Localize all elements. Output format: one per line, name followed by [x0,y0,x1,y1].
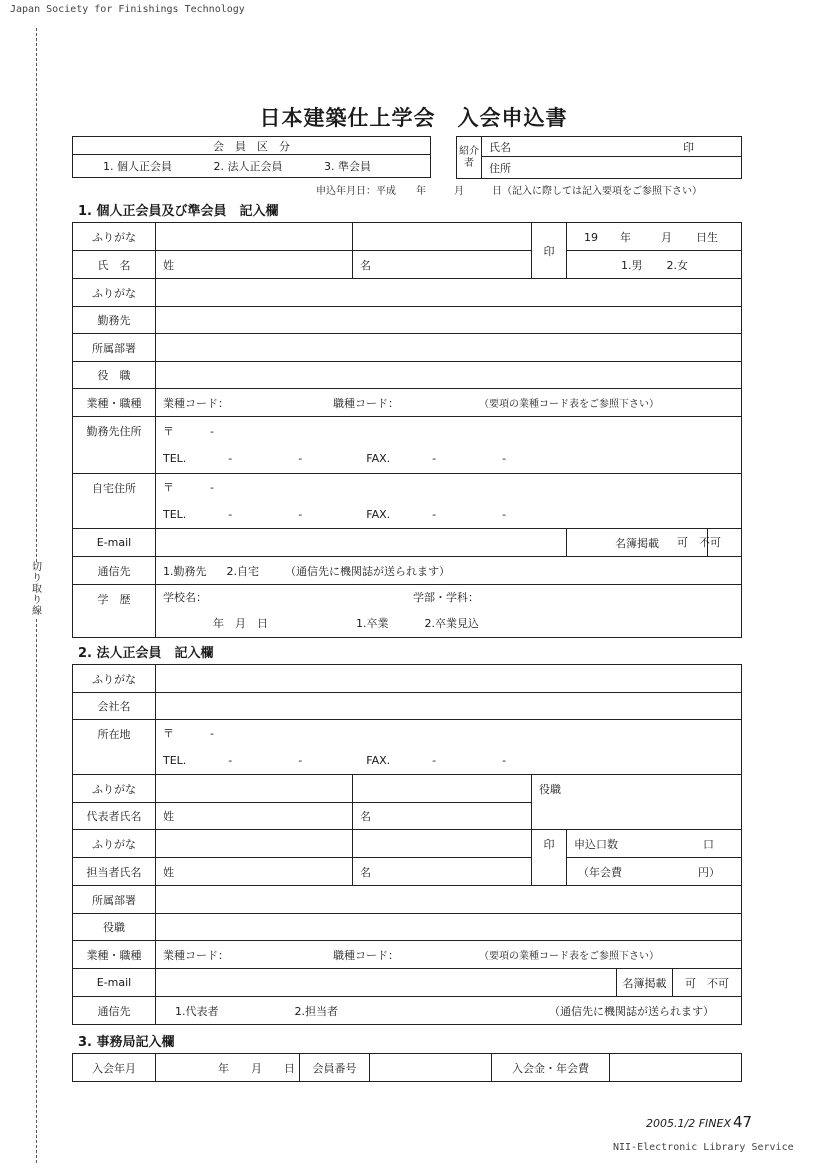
corp-contact-sei-field[interactable] [156,858,353,886]
ind-home-tel-dash1: - [228,508,233,521]
ind-birth-year: 年 [620,230,631,244]
ind-birth-era: 19 [584,230,598,244]
ind-work-postal: 〒 [163,425,174,438]
ind-school-label: 学校名： [163,591,207,604]
corp-furigana-field[interactable] [156,665,742,693]
ind-work-tel-dash2: - [298,452,303,465]
corp-rep-furigana-mei-field[interactable] [353,775,532,803]
corp-industry-field[interactable] [156,941,742,969]
ind-mailing-field[interactable] [156,557,742,585]
ind-mailing-label: 通信先 [73,557,156,585]
ind-mailing-opt2[interactable]: 2.自宅 [226,564,259,578]
ind-home-postal-dash: - [210,481,214,494]
ind-work-tel-dash1: - [228,452,233,465]
ind-mei-label: 名 [360,258,371,272]
application-date-line [316,182,702,197]
ind-seal: 印 [532,223,567,279]
ind-gender-field[interactable] [567,251,742,279]
section-corporate-heading: 2. 法人正会員 記入欄 [78,646,214,661]
ind-work-fax-dash2: - [502,452,507,465]
office-fees-label: 入会金・年会費 [492,1054,610,1082]
corp-fax-dash2: - [502,754,507,767]
ind-grad-date: 年 月 日 [213,617,268,630]
ind-education-label: 学 歴 [73,585,156,638]
option-associate[interactable]: 3. 準会員 [324,160,371,173]
ind-home-fax: FAX. [366,508,391,521]
corp-units-field[interactable] [567,830,742,858]
ind-name-label: 氏 名 [73,251,156,279]
ind-mailing-opt1[interactable]: 1.勤務先 [163,564,207,578]
ind-work-address-label: 勤務先住所 [73,417,156,474]
ind-email-field[interactable] [156,529,567,557]
corp-contact-mei-field[interactable] [353,858,532,886]
corp-seal: 印 [532,830,567,886]
office-member-no-field[interactable] [370,1054,492,1082]
society-header: Japan Society for Finishings Technology [10,4,245,15]
corp-job-code-label: 職種コード： [333,948,399,962]
ind-position-label: 役 職 [73,362,156,389]
corp-code-note: （要項の業種コード表をご参照下さい） [479,950,659,962]
corp-fee-field[interactable] [567,858,742,886]
corp-dept-label: 所属部署 [73,886,156,914]
corp-tel-dash1: - [228,754,233,767]
section-office-heading: 3. 事務局記入欄 [78,1035,175,1050]
corp-contact-furigana-label: ふりがな [73,830,156,858]
ind-furigana-sei-field[interactable] [156,223,353,251]
application-date-year: 年 [416,186,426,197]
ind-sei-label: 姓 [163,258,174,272]
corp-industry-label: 業種・職種 [73,941,156,969]
corp-mailing-opt2[interactable]: 2.担当者 [294,1004,338,1018]
introducer-label: 紹介者 [457,137,482,179]
corp-contact-furigana-sei-field[interactable] [156,830,353,858]
application-date-day: 日 [492,186,502,197]
corp-company-label: 会社名 [73,693,156,720]
ind-birth-month: 月 [661,230,672,244]
section-individual-heading: 1. 個人正会員及び準会員 記入欄 [78,204,279,219]
ind-work-postal-dash: - [210,425,214,438]
corp-fax: FAX. [366,754,391,767]
corp-rep-title-field[interactable] [532,775,742,830]
corp-rep-furigana-sei-field[interactable] [156,775,353,803]
membership-heading: 会 員 区 分 [73,137,431,155]
office-join-date-label: 入会年月 [73,1054,156,1082]
ind-mailing-note: （通信先に機関誌が送られます） [285,564,450,578]
application-date-prefix: 申込年月日：平成 [316,186,396,197]
application-date-note: （記入に際しては記入要項をご参照下さい） [502,186,702,197]
ind-industry-label: 業種・職種 [73,389,156,417]
office-member-no-label: 会員番号 [300,1054,370,1082]
ind-home-address-field[interactable] [156,474,742,529]
corp-fee-open: （年会費 [578,865,622,879]
corp-industry-code-label: 業種コード： [163,948,229,962]
ind-work-tel: TEL. [163,452,187,465]
ind-workplace-field[interactable] [156,307,742,334]
footer-issue: 2005.1/2 FINEX [646,1117,731,1130]
ind-workplace-furigana-label: ふりがな [73,279,156,307]
ind-job-code-label: 職種コード： [333,396,399,410]
application-date-month: 月 [454,186,464,197]
ind-work-fax: FAX. [366,452,391,465]
corp-rep-title-label: 役職 [539,783,561,796]
corp-contact-furigana-mei-field[interactable] [353,830,532,858]
corp-contact-name-label: 担当者氏名 [73,858,156,886]
corp-rep-mei-label: 名 [360,810,371,823]
ind-education-field[interactable] [156,585,742,638]
introducer-seal: 印 [683,140,694,154]
corp-mailing-label: 通信先 [73,997,156,1025]
corp-furigana-label: ふりがな [73,665,156,693]
option-individual[interactable]: 1. 個人正会員 [103,160,172,173]
ind-industry-code-label: 業種コード： [163,396,229,410]
ind-code-note: （要項の業種コード表をご参照下さい） [479,398,659,410]
introducer-name-label: 氏名 [489,140,511,154]
corp-contact-sei-label: 姓 [163,865,174,879]
ind-faculty-label: 学部・学科： [413,591,479,604]
ind-birth-field[interactable] [567,223,742,251]
corp-tel: TEL. [163,754,187,767]
corp-position-label: 役職 [73,914,156,941]
ind-dept-label: 所属部署 [73,334,156,362]
corp-location-field[interactable] [156,720,742,775]
corp-fax-dash1: - [432,754,437,767]
corp-rep-sei-label: 姓 [163,810,174,823]
footer-service: NII-Electronic Library Service [613,1142,794,1153]
corp-position-field[interactable] [156,914,742,941]
ind-industry-field[interactable] [156,389,742,417]
ind-directory-options[interactable]: 可 不可 [677,536,721,549]
corp-postal: 〒 [163,727,174,740]
corp-tel-dash2: - [298,754,303,767]
corp-mailing-field[interactable] [156,997,742,1025]
ind-dept-field[interactable] [156,334,742,362]
ind-home-postal: 〒 [163,481,174,494]
option-corporate[interactable]: 2. 法人正会員 [213,160,283,173]
ind-furigana-label: ふりがな [73,223,156,251]
corp-mailing-opt1[interactable]: 1.代表者 [175,1004,219,1018]
ind-birth-suffix: 日生 [696,230,718,244]
ind-grad-opt2[interactable]: 2.卒業見込 [424,617,479,630]
ind-work-address-field[interactable] [156,417,742,474]
corp-rep-mei-field[interactable] [353,803,532,830]
ind-position-field[interactable] [156,362,742,389]
corporate-table [72,664,742,1025]
corp-units-label: 申込口数 [574,837,618,851]
corp-units-suffix: 口 [703,837,714,851]
corp-email-field[interactable] [156,969,617,997]
corp-postal-dash: - [210,727,214,740]
corp-fee-close: 円） [698,865,720,879]
cut-line-label: 切り取り線 [32,562,42,617]
membership-table [72,136,431,178]
ind-grad-opt1[interactable]: 1.卒業 [356,617,389,630]
office-join-date-field[interactable]: 年 月 日 [156,1054,300,1082]
ind-furigana-mei-field[interactable] [353,223,532,251]
ind-directory-label: 名簿掲載 [567,529,708,557]
corp-directory-options[interactable]: 可 不可 [673,969,742,997]
corp-email-label: E-mail [73,969,156,997]
ind-home-tel-dash2: - [298,508,303,521]
ind-workplace-furigana-field[interactable] [156,279,742,307]
individual-table [72,222,742,638]
ind-home-fax-dash2: - [502,508,507,521]
corp-mailing-note: （通信先に機関誌が送られます） [549,1004,714,1018]
ind-gender-male[interactable]: 1.男 [621,258,643,272]
ind-work-fax-dash1: - [432,452,437,465]
ind-home-fax-dash1: - [432,508,437,521]
introducer-address-label: 住所 [482,157,742,179]
introducer-table [456,136,742,179]
office-table [72,1053,742,1082]
corp-dept-field[interactable] [156,886,742,914]
corp-location-label: 所在地 [73,720,156,775]
corp-directory-label: 名簿掲載 [617,969,673,997]
corp-contact-mei-label: 名 [360,865,371,879]
page-title: 日本建築仕上学会 入会申込書 [259,106,568,130]
ind-gender-female[interactable]: 2.女 [666,258,688,272]
corp-rep-name-label: 代表者氏名 [73,803,156,830]
ind-email-label: E-mail [73,529,156,557]
ind-workplace-label: 勤務先 [73,307,156,334]
office-fees-field[interactable] [610,1054,742,1082]
corp-rep-sei-field[interactable] [156,803,353,830]
corp-rep-furigana-label: ふりがな [73,775,156,803]
ind-home-tel: TEL. [163,508,187,521]
ind-mei-field[interactable] [353,251,532,279]
ind-home-address-label: 自宅住所 [73,474,156,529]
corp-company-field[interactable] [156,693,742,720]
ind-sei-field[interactable] [156,251,353,279]
footer-page-number: 47 [733,1113,753,1131]
